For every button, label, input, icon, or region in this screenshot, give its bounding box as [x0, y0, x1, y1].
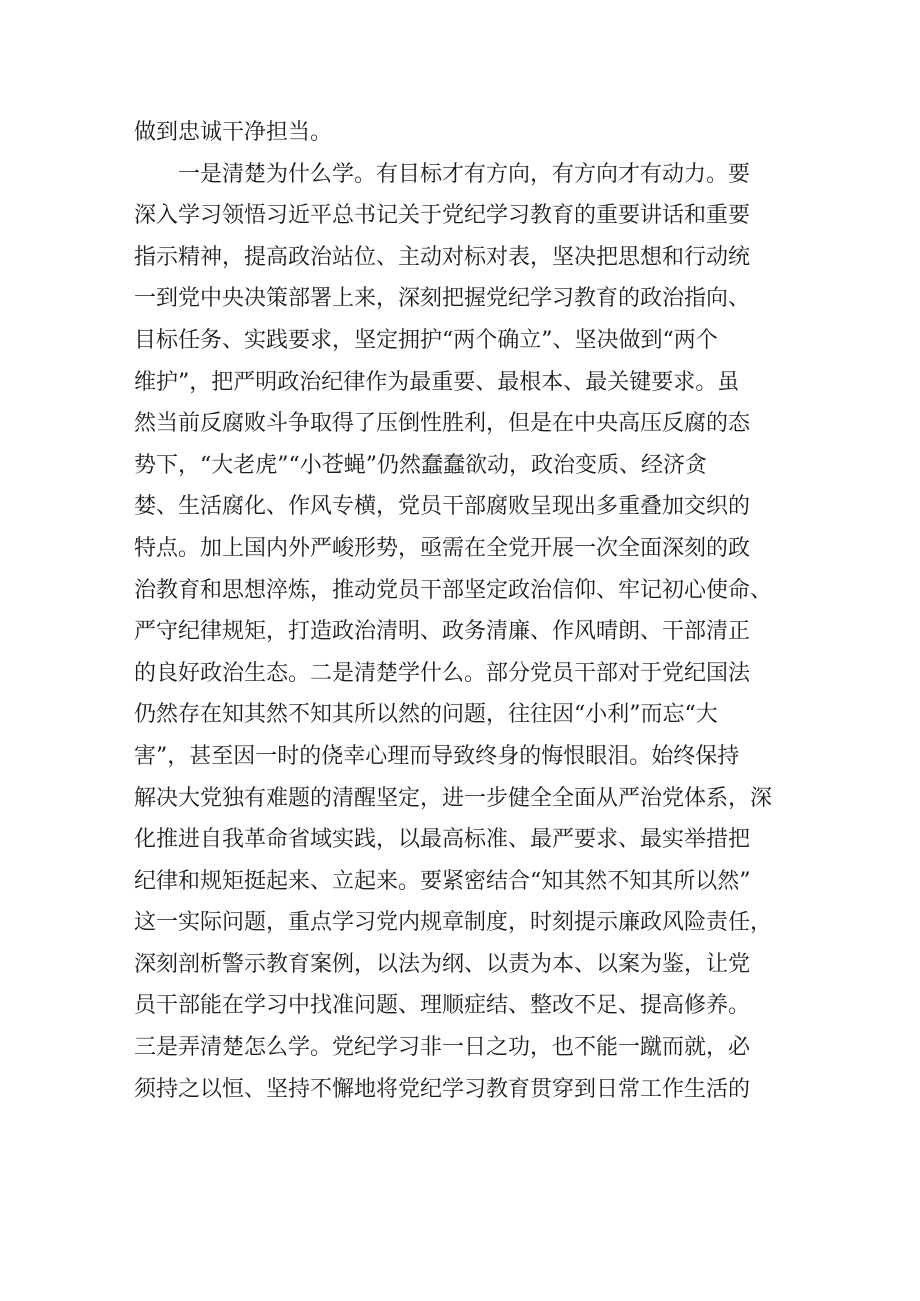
text-line: 仍然存在知其然不知其所以然的问题，往往因“小利”而忘“大 [134, 702, 718, 728]
text-line: 须持之以恒、坚持不懈地将党纪学习教育贯穿到日常工作生活的 [134, 1076, 751, 1102]
text-line: 纪律和规矩挺起来、立起来。要紧密结合“知其然不知其所以然” [134, 868, 751, 894]
text-line: 害”，甚至因一时的侥幸心理而导致终身的悔恨眼泪。始终保持 [134, 743, 740, 769]
text-line: 化推进自我革命省域实践，以最高标准、最严要求、最实举措把 [134, 827, 751, 853]
text-line: 这一实际问题，重点学习党内规章制度，时刻提示廉政风险责任， [134, 910, 773, 936]
text-line: 三是弄清楚怎么学。党纪学习非一日之功，也不能一蹴而就，必 [134, 1035, 751, 1061]
text-line: 指示精神，提高政治站位、主动对标对表，坚决把思想和行动统 [134, 244, 751, 270]
text-line: 解决大党独有难题的清醒坚定，进一步健全全面从严治党体系，深 [134, 785, 773, 811]
text-line: 严守纪律规矩，打造政治清明、政务清廉、作风晴朗、干部清正 [134, 619, 751, 645]
text-line: 势下，“大老虎”“小苍蝇”仍然蠢蠢欲动，政治变质、经济贪 [134, 452, 707, 478]
text-line: 特点。加上国内外严峻形势，亟需在全党开展一次全面深刻的政 [134, 535, 751, 561]
text-line: 深刻剖析警示教育案例，以法为纲、以责为本、以案为鉴，让党 [134, 951, 751, 977]
text-line: 维护”，把严明政治纪律作为最重要、最根本、最关键要求。虽 [134, 369, 740, 395]
text-line: 然当前反腐败斗争取得了压倒性胜利，但是在中央高压反腐的态 [134, 411, 751, 437]
text-line: 一到党中央决策部署上来，深刻把握党纪学习教育的政治指向、 [134, 286, 751, 312]
text-line: 深入学习领悟习近平总书记关于党纪学习教育的重要讲话和重要 [134, 203, 751, 229]
text-line: 做到忠诚干净担当。 [134, 120, 333, 145]
text-line: 治教育和思想淬炼，推动党员干部坚定政治信仰、牢记初心使命、 [134, 577, 773, 603]
text-line: 的良好政治生态。二是清楚学什么。部分党员干部对于党纪国法 [134, 660, 751, 686]
text-line: 目标任务、实践要求，坚定拥护“两个确立”、坚决做到“两个 [134, 327, 718, 353]
text-line: 婪、生活腐化、作风专横，党员干部腐败呈现出多重叠加交织的 [134, 494, 751, 520]
text-line: 员干部能在学习中找准问题、理顺症结、整改不足、提高修养。 [134, 993, 751, 1019]
body-text [134, 112, 794, 1110]
paragraph-first-line: 一是清楚为什么学。有目标才有方向，有方向才有动力。要 [178, 161, 751, 187]
